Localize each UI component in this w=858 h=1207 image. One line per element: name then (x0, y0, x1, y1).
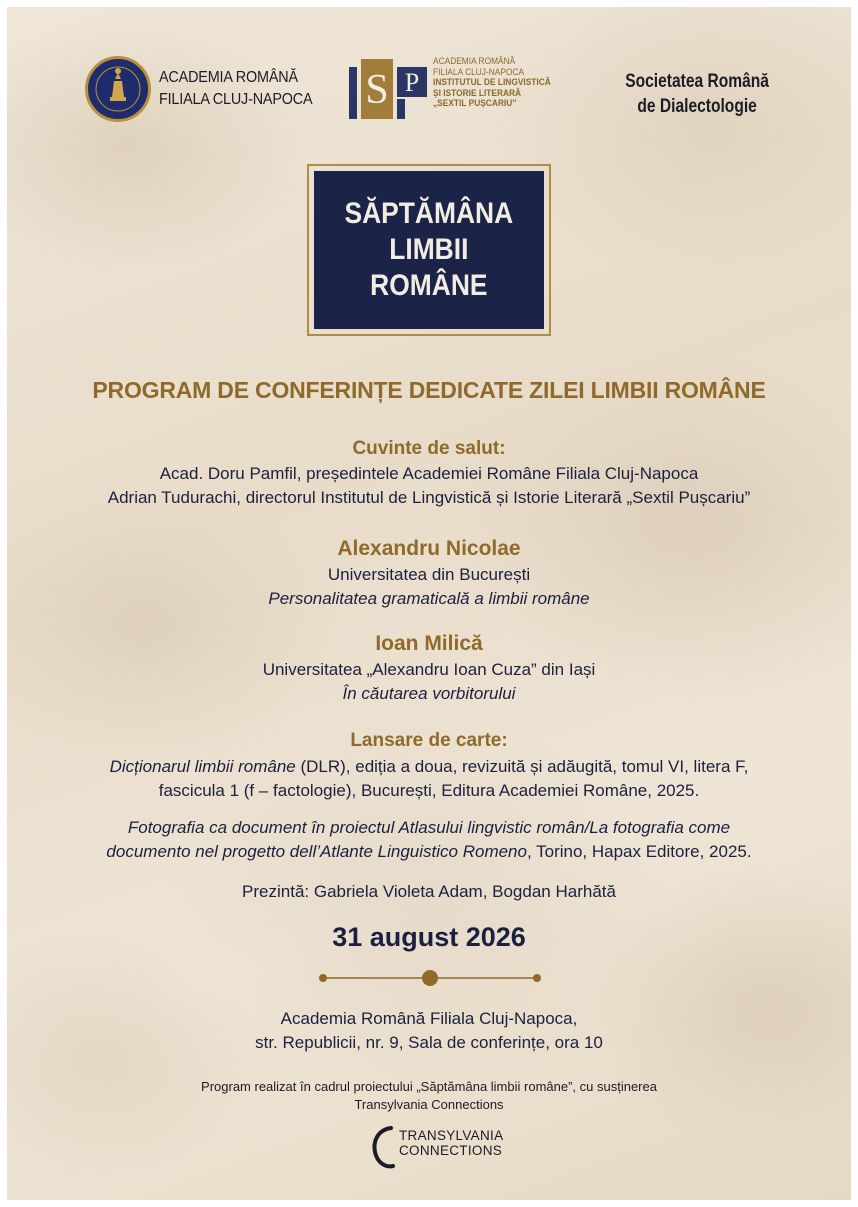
speaker-1-affiliation: Universitatea din București (327, 565, 531, 584)
book-launch-label: Lansare de carte: (350, 730, 508, 751)
book-2-line-2 (7, 842, 851, 862)
institute-label (433, 57, 551, 110)
event-date: 31 august 2026 (332, 922, 526, 952)
title-box (314, 171, 544, 329)
venue-line-1: Academia Română Filiala Cluj-Napoca, (280, 1009, 578, 1028)
academia-romana-seal-icon (85, 56, 151, 122)
book-2-title-end: documento nel progetto dell’Atlante Linguistico Romeno (106, 842, 527, 861)
book-1-details: (DLR), ediția a doua, revizuită și adăugită, tomul VI, litera F, (295, 757, 749, 776)
academia-romana-label (159, 67, 312, 111)
transylvania-connections-icon (371, 1124, 397, 1175)
speaker-2-talk: În căutarea vorbitorului (342, 684, 516, 703)
institute-line-2: FILIALA CLUJ-NAPOCA (433, 66, 525, 78)
program-heading: PROGRAM DE CONFERINȚE DEDICATE ZILEI LIMBII ROMÂNE (92, 377, 766, 403)
welcome-label: Cuvinte de salut: (352, 438, 506, 459)
svg-text:S: S (365, 67, 389, 113)
sponsor-logo-line-1: TRANSYLVANIA (399, 1128, 504, 1143)
speaker-2-affiliation: Universitatea „Alexandru Ioan Cuza” din Iași (262, 660, 596, 679)
venue-line-2: str. Republicii, nr. 9, Sala de conferințe, ora 10 (255, 1033, 603, 1052)
society-line-1: Societatea Română (625, 71, 769, 92)
book-1-line-1 (7, 757, 851, 777)
society-line-2: de Dialectologie (637, 96, 757, 117)
event-title: SĂPTĂMÂNA LIMBII ROMÂNE (344, 197, 514, 302)
poster (7, 7, 851, 1200)
isp-logo (349, 59, 429, 128)
book-2-line-1: Fotografia ca document în proiectul Atlasului lingvistic român/La fotografia come (127, 818, 731, 837)
book-1-title: Dicționarul limbii române (109, 757, 296, 776)
ornament-divider (319, 968, 541, 993)
book-2-details: , Torino, Hapax Editore, 2025. (526, 842, 752, 861)
book-1-line-2: fascicula 1 (f – factologie), București, Editura Academiei Române, 2025. (158, 781, 700, 800)
academia-line-1: ACADEMIA ROMÂNĂ (159, 69, 298, 86)
welcome-line-2: Adrian Tudurachi, directorul Institutul de Lingvistică și Istorie Literară „Sextil Pușcariu” (107, 488, 751, 507)
institute-line-3: INSTITUTUL DE LINGVISTICĂ (433, 77, 551, 88)
svg-text:P: P (404, 68, 420, 97)
speaker-1-name: Alexandru Nicolae (337, 537, 521, 560)
footer-line-2: Transylvania Connections (354, 1097, 504, 1112)
academia-line-2: FILIALA CLUJ-NAPOCA (159, 91, 313, 108)
presenters: Prezintă: Gabriela Violeta Adam, Bogdan Harhătă (242, 882, 616, 901)
speaker-2-name: Ioan Milică (375, 632, 483, 655)
sponsor-logo-line-2: CONNECTIONS (399, 1143, 503, 1158)
sponsor-logo-text (399, 1128, 503, 1158)
footer-line-1: Program realizat în cadrul proiectului „Săptămâna limbii române”, cu susținerea (201, 1079, 657, 1094)
speaker-1-talk: Personalitatea gramaticală a limbii române (268, 589, 590, 608)
society-label (611, 69, 783, 119)
welcome-line-1: Acad. Doru Pamfil, președintele Academiei Române Filiala Cluj-Napoca (159, 464, 699, 483)
institute-line-4: ȘI ISTORIE LITERARĂ (433, 87, 522, 99)
institute-line-5: „SEXTIL PUȘCARIU” (433, 98, 517, 109)
institute-line-1: ACADEMIA ROMÂNĂ (433, 56, 516, 67)
